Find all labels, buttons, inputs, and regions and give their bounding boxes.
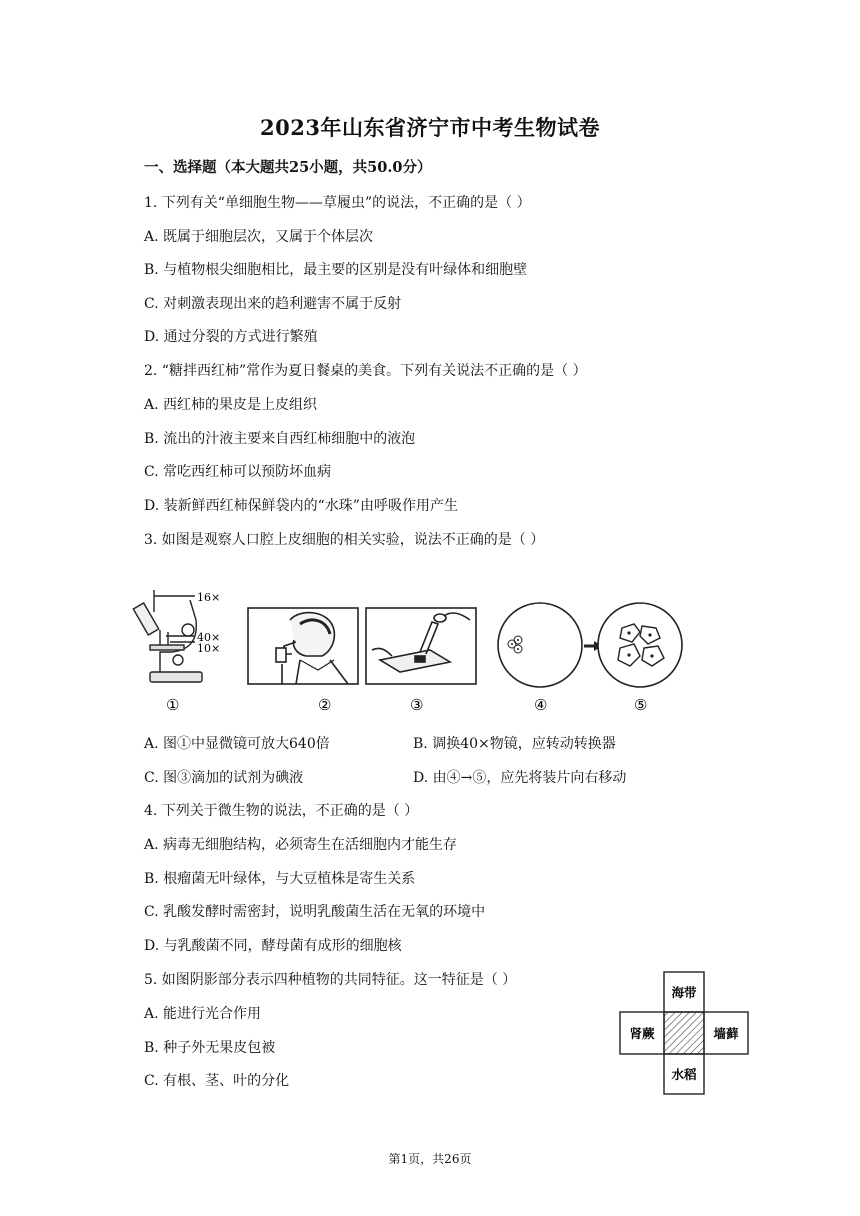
question-2-option-c: C. 常吃西红柿可以预防坏血病 bbox=[144, 464, 332, 480]
question-5-option-b: B. 种子外无果皮包被 bbox=[144, 1040, 276, 1056]
figure-label-4: ④ bbox=[534, 696, 548, 714]
question-4-option-b: B. 根瘤菌无叶绿体，与大豆植株是寄生关系 bbox=[144, 871, 416, 887]
question-1-option-a: A. 既属于细胞层次，又属于个体层次 bbox=[144, 229, 374, 245]
objective-low-magnification: 10× bbox=[197, 642, 221, 655]
question-5-option-a: A. 能进行光合作用 bbox=[144, 1006, 262, 1022]
question-4-stem: 4. 下列关于微生物的说法，不正确的是（ ） bbox=[144, 803, 419, 819]
boy-rinsing-mouth-illustration bbox=[248, 608, 358, 684]
plant-label-right: 墙藓 bbox=[713, 1026, 739, 1041]
question-1-stem: 1. 下列有关“单细胞生物——草履虫”的说法，不正确的是（ ） bbox=[144, 195, 531, 211]
field-of-view-after bbox=[598, 603, 682, 687]
figure-label-5: ⑤ bbox=[634, 696, 648, 714]
question-5-stem: 5. 如图阴影部分表示四种植物的共同特征。这一特征是（ ） bbox=[144, 972, 517, 988]
question-5-option-c: C. 有根、茎、叶的分化 bbox=[144, 1073, 290, 1089]
figure-label-2: ② bbox=[318, 696, 332, 714]
figure-label-3: ③ bbox=[410, 696, 424, 714]
plant-label-bottom: 水稻 bbox=[671, 1067, 697, 1082]
question-4-option-d: D. 与乳酸菌不同，酵母菌有成形的细胞核 bbox=[144, 938, 402, 954]
question-1-option-d: D. 通过分裂的方式进行繁殖 bbox=[144, 329, 318, 345]
page-footer: 第1页，共26页 bbox=[388, 1152, 472, 1166]
objective-high-magnification: 40× bbox=[197, 631, 221, 644]
question-2-option-d: D. 装新鲜西红柿保鲜袋内的“水珠”由呼吸作用产生 bbox=[144, 498, 458, 514]
figure-label-1: ① bbox=[166, 696, 180, 714]
question-3-option-a: A. 图①中显微镜可放大640倍 bbox=[144, 736, 330, 752]
question-3-option-d: D. 由④→⑤，应先将装片向右移动 bbox=[413, 770, 627, 786]
question-4-option-a: A. 病毒无细胞结构，必须寄生在活细胞内才能生存 bbox=[144, 837, 458, 853]
plant-label-top: 海带 bbox=[671, 985, 697, 1000]
plant-label-left: 肾蕨 bbox=[629, 1026, 655, 1041]
question-3-option-b: B. 调换40×物镜，应转动转换器 bbox=[413, 736, 616, 752]
question-2-stem: 2. “糖拌西红柿”常作为夏日餐桌的美食。下列有关说法不正确的是（ ） bbox=[144, 363, 587, 379]
shared-feature-region bbox=[664, 1012, 704, 1054]
question-1-option-c: C. 对刺激表现出来的趋利避害不属于反射 bbox=[144, 296, 402, 312]
microscope-experiment-figure bbox=[0, 590, 860, 720]
question-4-option-c: C. 乳酸发酵时需密封，说明乳酸菌生活在无氧的环境中 bbox=[144, 904, 486, 920]
question-2-option-b: B. 流出的汁液主要来自西红柿细胞中的液泡 bbox=[144, 431, 416, 447]
question-2-option-a: A. 西红柿的果皮是上皮组织 bbox=[144, 397, 318, 413]
eyepiece-magnification: 16× bbox=[197, 591, 221, 604]
field-of-view-before bbox=[498, 603, 582, 687]
microscope-illustration bbox=[133, 590, 202, 682]
slide-preparation-illustration bbox=[366, 608, 476, 684]
section-heading: 一、选择题（本大题共25小题，共50.0分） bbox=[144, 159, 432, 176]
plant-features-cross-diagram bbox=[618, 970, 750, 1098]
question-1-option-b: B. 与植物根尖细胞相比，最主要的区别是没有叶绿体和细胞壁 bbox=[144, 262, 528, 278]
page-title: 2023年山东省济宁市中考生物试卷 bbox=[260, 115, 600, 140]
question-3-option-c: C. 图③滴加的试剂为碘液 bbox=[144, 770, 304, 786]
question-3-stem: 3. 如图是观察人口腔上皮细胞的相关实验，说法不正确的是（ ） bbox=[144, 532, 545, 548]
